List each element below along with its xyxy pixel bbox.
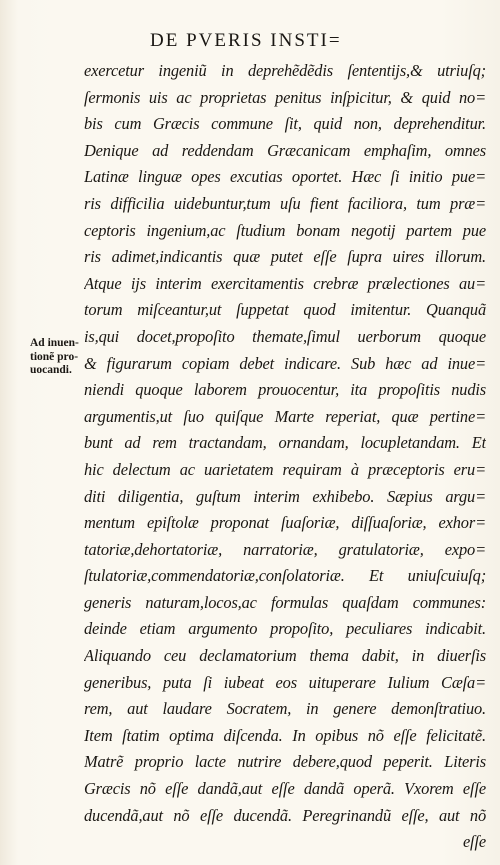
text-line: & figurarum copiam debet indicare. Sub hæc ad inue=: [84, 353, 486, 373]
text-line: deinde etiam argumento propoſito, peculiares indicabit.: [84, 619, 486, 639]
text-line: Atque ijs interim exercitamentis crebræ prælectiones au=: [84, 273, 486, 293]
text-line: ſermonis uis ac proprietas penitus inſpicitur, & quid no=: [84, 87, 486, 107]
text-line: ris adimet,indicantis quæ putet eſſe ſupra uires illorum.: [84, 247, 486, 267]
margin-note-line: uocandi.: [30, 364, 72, 377]
text-line: eſſe: [462, 832, 486, 852]
text-line: tatoriæ,dehortatoriæ, narratoriæ, gratulatoriæ, expo=: [84, 539, 486, 559]
text-line: niendi quoque laborem prouocentur, ita propoſitis nudis: [84, 380, 486, 400]
body-text: [84, 58, 486, 856]
text-line: mentum epiſtolæ proponat ſuaſoriæ, diſſuaſoriæ, exhor=: [84, 513, 486, 533]
text-line: Denique ad reddendam Græcanicam emphaſim, omnes: [84, 140, 486, 160]
text-line: diti diligentia, guſtum interim exhibebo. Sæpius argu=: [84, 486, 486, 506]
text-line: ris difficilia uidebuntur,tum uſu fient faciliora, tum præ=: [84, 193, 486, 213]
text-line: Matrẽ proprio lacte nutrire debere,quod peperit. Literis: [84, 752, 486, 772]
text-line: is,qui docet,propoſito themate,ſimul uerborum quoque: [84, 326, 486, 346]
text-line: bis cum Græcis commune ſit, quid non, deprehenditur.: [84, 114, 486, 134]
text-line: torum miſceantur,ut ſuppetat quod imitentur. Quanquã: [84, 300, 486, 320]
text-line: generis naturam,locos,ac formulas quaſdam communes:: [84, 592, 486, 612]
running-head: DE PVERIS INSTI=: [150, 30, 342, 51]
text-line: exercetur ingeniũ in deprehẽdẽdis ſententijs,& utriuſq;: [84, 61, 486, 80]
text-line: argumentis,ut ſuo quiſque Marte reperiat, quæ pertine=: [84, 406, 486, 426]
text-line: rem, aut laudare Socratem, in genere demonſtratiuo.: [84, 699, 486, 719]
text-line: hic delectum ac uarietatem requiram à præceptoris eru=: [84, 459, 486, 479]
text-line: bunt ad rem tractandam, ornandam, locupletandam. Et: [84, 433, 486, 453]
text-line: Latinæ linguæ opes excutias oportet. Hæc ſi initio pue=: [84, 167, 486, 187]
text-line: Aliquando ceu declamatorium thema dabit, in diuerſis: [84, 646, 486, 666]
margin-note-line: Ad inuen-: [30, 337, 79, 349]
margin-note: [30, 337, 90, 378]
text-line: generibus, puta ſi iubeat eos uituperare Iulium Cæſa=: [84, 672, 486, 692]
margin-note-line: tionẽ pro-: [30, 350, 79, 363]
text-line: ſtulatoriæ,commendatoriæ,conſolatoriæ. Et uniuſcuiuſq;: [84, 566, 486, 586]
text-line: Græcis nõ eſſe dandã,aut eſſe dandã operã. Vxorem eſſe: [84, 779, 486, 799]
text-line: Item ſtatim optima diſcenda. In opibus nõ eſſe felicitatẽ.: [84, 725, 486, 745]
text-line: ceptoris ingenium,ac ſtudium bonam negotij partem pue: [84, 220, 486, 240]
text-line: ducendã,aut nõ eſſe ducendã. Peregrinandũ eſſe, aut nõ: [84, 805, 486, 825]
